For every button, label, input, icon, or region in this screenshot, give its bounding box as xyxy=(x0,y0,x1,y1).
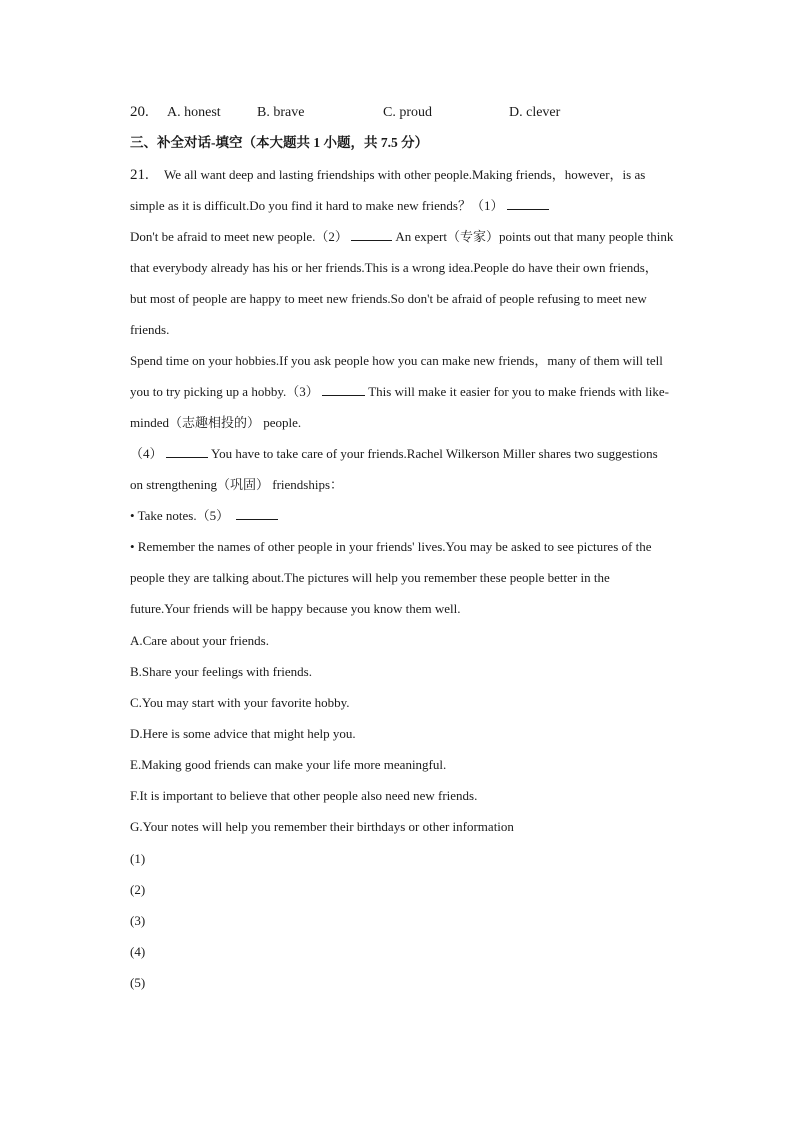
passage-line: Don't be afraid to meet new people.（2） An expert（专家）points out that many people think xyxy=(130,229,674,244)
passage-line: • Remember the names of other people in your friends' lives.You may be asked to see pictures of the xyxy=(130,539,652,554)
blank-3 xyxy=(322,383,365,396)
choice-b: B.Share your feelings with friends. xyxy=(130,664,312,679)
passage-line: that everybody already has his or her friends.This is a wrong idea.People do have their own friends， xyxy=(130,260,658,275)
section-header: 三、补全对话-填空（本大题共 1 小题，共 7.5 分） xyxy=(130,135,429,150)
choice-e: E.Making good friends can make your life more meaningful. xyxy=(130,757,447,772)
passage-line: people they are talking about.The pictures will help you remember these people better in the xyxy=(130,570,610,585)
option-b: B. brave xyxy=(257,105,305,120)
passage-line: future.Your friends will be happy because you know them well. xyxy=(130,601,461,616)
answer-label-5: (5) xyxy=(130,975,146,990)
answer-label-3: (3) xyxy=(130,913,146,928)
choice-g: G.Your notes will help you remember their birthdays or other information xyxy=(130,819,514,834)
passage-line: on strengthening（巩固） friendships： xyxy=(130,477,344,492)
option-c: C. proud xyxy=(383,105,432,120)
passage-line: you to try picking up a hobby.（3） This will make it easier for you to make friends with like- xyxy=(130,384,669,399)
answer-label-1: (1) xyxy=(130,851,146,866)
answer-label-2: (2) xyxy=(130,882,146,897)
passage-line: minded（志趣相投的） people. xyxy=(130,415,302,430)
option-d: D. clever xyxy=(509,105,561,120)
choice-a: A.Care about your friends. xyxy=(130,633,269,648)
question-20 xyxy=(130,103,560,122)
passage-line: （4） You have to take care of your friends.Rachel Wilkerson Miller shares two suggestions xyxy=(130,446,658,461)
option-a: A. honest xyxy=(167,105,221,120)
choice-f: F.It is important to believe that other people also need new friends. xyxy=(130,788,478,803)
passage-line: friends. xyxy=(130,322,170,337)
passage-line: • Take notes.（5） xyxy=(130,507,278,525)
choice-d: D.Here is some advice that might help you. xyxy=(130,726,356,741)
passage-line: but most of people are happy to meet new friends.So don't be afraid of people refusing to meet new xyxy=(130,291,647,306)
passage-line: Spend time on your hobbies.If you ask people how you can make new friends，many of them will tell xyxy=(130,353,663,368)
blank-2 xyxy=(351,228,392,241)
answer-label-4: (4) xyxy=(130,944,146,959)
choice-c: C.You may start with your favorite hobby. xyxy=(130,695,350,710)
passage-line: 21. We all want deep and lasting friendships with other people.Making friends，however，is as xyxy=(130,167,646,183)
question-number: 21. xyxy=(130,167,149,183)
question-number: 20. xyxy=(130,104,149,120)
blank-4 xyxy=(166,445,208,458)
blank-5 xyxy=(236,507,278,520)
passage-line: simple as it is difficult.Do you find it hard to make new friends？（1） xyxy=(130,197,549,215)
blank-1 xyxy=(507,197,549,210)
